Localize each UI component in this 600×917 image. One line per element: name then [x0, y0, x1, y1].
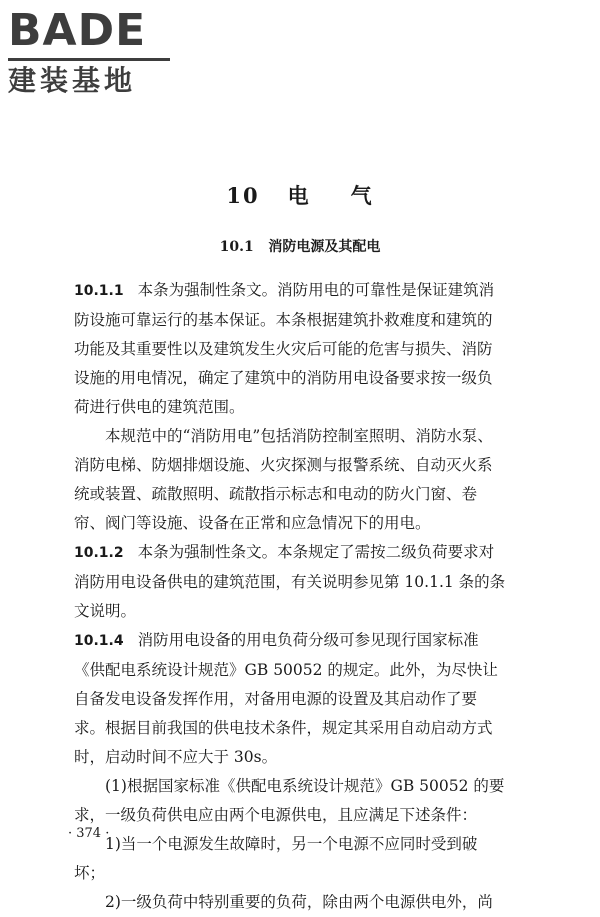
clause-paragraph [74, 538, 506, 626]
page-number: · 374 · [68, 826, 110, 841]
clause-text: 消防用电设备的用电负荷分级可参见现行国家标准《供配电系统设计规范》GB 50052 的规定。此外，为尽快让自备发电设备发挥作用，对备用电源的设置及其启动作了要求。根据目前我国的供电技术条件，规定其采用自动启动方式时，启动时间不应大于 30s。 [74, 631, 498, 766]
clause-paragraph [74, 276, 506, 422]
section-number: 10.1 [219, 239, 254, 255]
clause-paragraph [74, 830, 506, 888]
chapter-title [0, 180, 600, 210]
chapter-char-1: 电 [287, 183, 311, 208]
clause-text: (1)根据国家标准《供配电系统设计规范》GB 50052 的要求，一级负荷供电应由两个电源供电，且应满足下述条件： [74, 777, 505, 824]
section-heading: 消防电源及其配电 [268, 239, 381, 255]
clause-text: 本条为强制性条文。本条规定了需按二级负荷要求对消防用电设备供电的建筑范围，有关说明参见第 10.1.1 条的条文说明。 [74, 543, 506, 620]
logo-divider [8, 58, 170, 61]
section-title [0, 236, 600, 256]
clause-text: 本条为强制性条文。消防用电的可靠性是保证建筑消防设施可靠运行的基本保证。本条根据建筑扑救难度和建筑的功能及其重要性以及建筑发生火灾后可能的危害与损失、消防设施的用电情况，确定了建筑中的消防用电设备要求按一级负荷进行供电的建筑范围。 [74, 281, 495, 416]
clause-text: 1)当一个电源发生故障时，另一个电源不应同时受到破坏； [74, 835, 478, 882]
clause-number: 10.1.4 [74, 633, 124, 649]
body-text [74, 276, 506, 917]
logo-wordmark: BADE [8, 5, 147, 56]
clause-paragraph [74, 626, 506, 772]
logo-subtitle: 建装基地 [8, 64, 137, 97]
chapter-char-2: 气 [350, 183, 374, 208]
clause-paragraph [74, 422, 506, 538]
clause-paragraph [74, 772, 506, 830]
clause-number: 10.1.2 [74, 545, 124, 561]
brand-logo [8, 6, 178, 97]
clause-paragraph [74, 888, 506, 917]
clause-text: 2)一级负荷中特别重要的负荷，除由两个电源供电外，尚 [105, 893, 493, 911]
chapter-number: 10 [226, 183, 260, 208]
clause-number: 10.1.1 [74, 283, 124, 299]
clause-text: 本规范中的“消防用电”包括消防控制室照明、消防水泵、消防电梯、防烟排烟设施、火灾探测与报警系统、自动灭火系统或装置、疏散照明、疏散指示标志和电动的防火门窗、卷帘、阀门等设施、设备在正常和应急情况下的用电。 [74, 427, 493, 532]
